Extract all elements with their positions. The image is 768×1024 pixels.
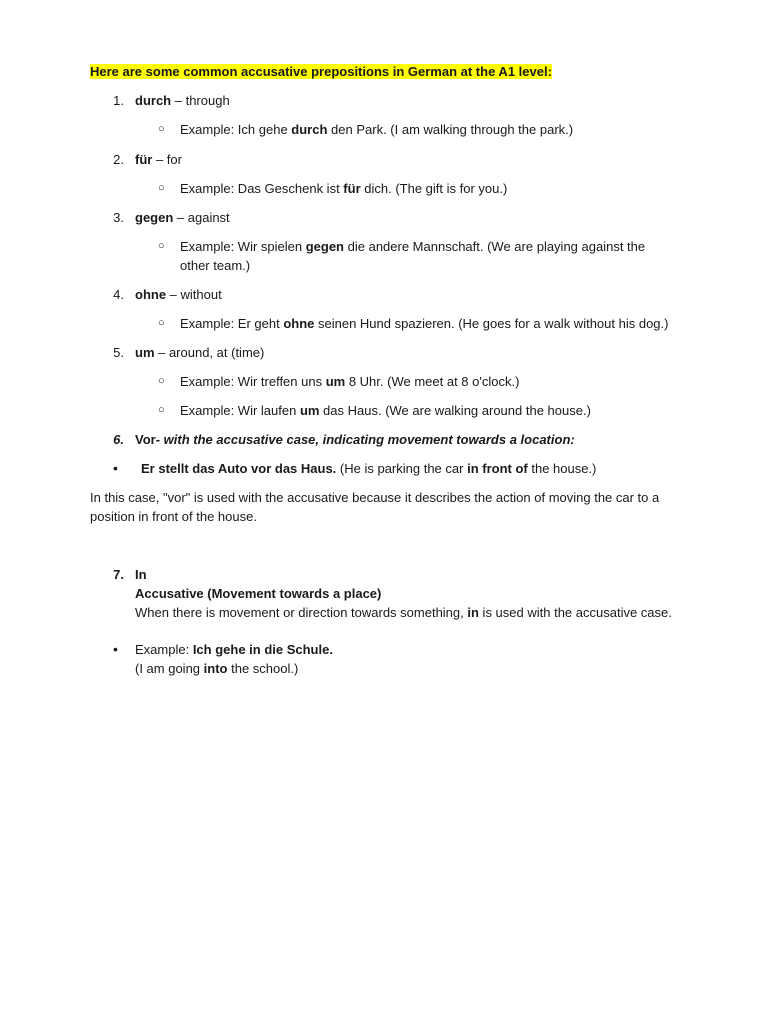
example-line xyxy=(141,459,596,478)
translation-text: (I am going xyxy=(135,661,204,676)
document-heading xyxy=(90,62,552,81)
description-bold: in xyxy=(467,605,479,620)
example-text: die andere Mannschaft. (We are playing against the other team.) xyxy=(180,239,646,273)
heading-highlight: Here are some common accusative prepositions in German at the A1 level: xyxy=(90,64,552,79)
example-text: Example: Wir spielen xyxy=(180,239,306,254)
example-bold: um xyxy=(299,403,320,418)
preposition-meaning: – against xyxy=(173,210,230,225)
preposition-word: um xyxy=(135,345,155,360)
preposition-meaning: with the accusative case, indicating movement towards a location: xyxy=(160,432,575,447)
preposition-word: für xyxy=(135,152,153,167)
example-bold: für xyxy=(343,181,361,196)
list-number: 5. xyxy=(113,345,124,360)
sub-bullet-icon: ○ xyxy=(158,123,165,135)
preposition-meaning: – without xyxy=(166,287,222,302)
subheading-text: Accusative (Movement towards a place) xyxy=(135,586,382,601)
sub-bullet-icon: ○ xyxy=(158,317,165,329)
list-number: 1. xyxy=(113,93,124,108)
example-bold: um xyxy=(325,374,346,389)
example-line xyxy=(180,372,519,391)
translation-bold: into xyxy=(203,661,228,676)
example-text: Example: Er geht xyxy=(180,316,284,331)
example-bold: gegen xyxy=(305,239,345,254)
preposition-word: In xyxy=(135,567,147,582)
example-line xyxy=(180,120,573,139)
list-number: 2. xyxy=(113,152,124,167)
example-line xyxy=(180,179,507,198)
example-bold: in front of xyxy=(467,461,528,476)
list-number: 6. xyxy=(113,432,124,447)
list-item xyxy=(135,91,230,110)
preposition-word: Vor- xyxy=(135,432,161,447)
example-text: the house.) xyxy=(527,461,597,476)
example-text: Example: Ich gehe xyxy=(180,122,292,137)
example-text: (He is parking the car xyxy=(336,461,468,476)
sub-bullet-icon: ○ xyxy=(158,375,165,387)
bullet-icon: • xyxy=(113,641,118,657)
example-text: Example: xyxy=(135,642,193,657)
list-number: 7. xyxy=(113,567,124,582)
list-item xyxy=(135,285,222,304)
example-text: Example: Das Geschenk ist xyxy=(180,181,344,196)
example-text: seinen Hund spazieren. (He goes for a walk without his dog.) xyxy=(314,316,669,331)
translation-line xyxy=(135,659,298,678)
list-number: 3. xyxy=(113,210,124,225)
example-line xyxy=(135,640,333,659)
subheading xyxy=(135,584,381,603)
description-paragraph xyxy=(135,603,675,622)
preposition-meaning: – for xyxy=(152,152,182,167)
example-text: dich. (The gift is for you.) xyxy=(360,181,508,196)
bullet-icon: • xyxy=(113,460,118,476)
example-text: Example: Wir laufen xyxy=(180,403,300,418)
example-bold: Ich gehe in die Schule. xyxy=(192,642,333,657)
list-number: 4. xyxy=(113,287,124,302)
description-text: is used with the accusative case. xyxy=(478,605,672,620)
example-line xyxy=(180,237,675,275)
list-item xyxy=(135,565,147,584)
example-text: 8 Uhr. (We meet at 8 o'clock.) xyxy=(345,374,520,389)
example-bold: ohne xyxy=(283,316,315,331)
example-bold: durch xyxy=(291,122,328,137)
translation-text: the school.) xyxy=(227,661,299,676)
example-line xyxy=(180,401,591,420)
list-item xyxy=(135,430,575,449)
sub-bullet-icon: ○ xyxy=(158,240,165,252)
explanation-paragraph: In this case, "vor" is used with the accusative because it describes the action of moving the car to a position in front of the house. xyxy=(90,490,660,524)
preposition-word: ohne xyxy=(135,287,167,302)
sub-bullet-icon: ○ xyxy=(158,182,165,194)
list-item xyxy=(135,208,230,227)
preposition-word: durch xyxy=(135,93,172,108)
list-item xyxy=(135,150,182,169)
example-bold: Er stellt das Auto vor das Haus. xyxy=(141,461,337,476)
list-item xyxy=(135,343,264,362)
description-text: When there is movement or direction towards something, xyxy=(135,605,468,620)
preposition-word: gegen xyxy=(135,210,174,225)
sub-bullet-icon: ○ xyxy=(158,404,165,416)
example-text: den Park. (I am walking through the park.) xyxy=(327,122,574,137)
example-line xyxy=(180,314,668,333)
example-text: das Haus. (We are walking around the house.) xyxy=(319,403,591,418)
preposition-meaning: – around, at (time) xyxy=(154,345,265,360)
preposition-meaning: – through xyxy=(171,93,230,108)
example-text: Example: Wir treffen uns xyxy=(180,374,326,389)
